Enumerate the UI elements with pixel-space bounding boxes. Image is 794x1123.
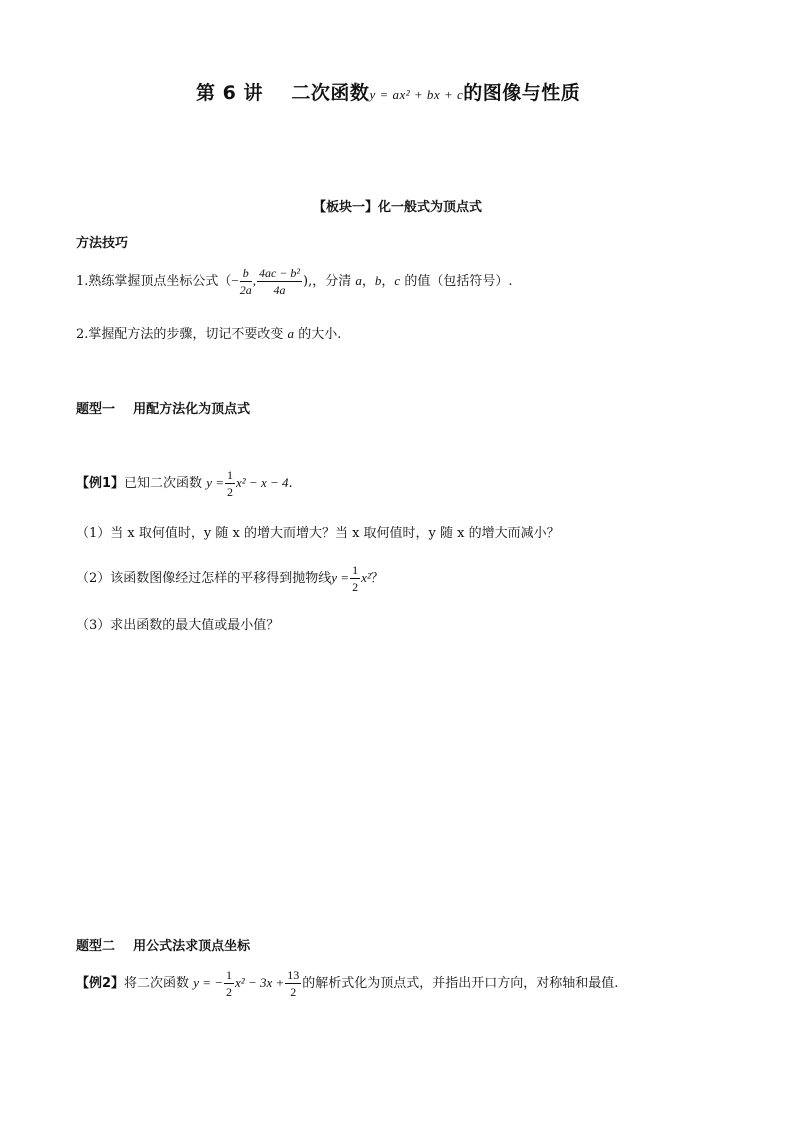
question-1: （1）当 x 取何值时，y 随 x 的增大而增大？当 x 取何值时，y 随 x 的增大而减小？ [76, 526, 560, 541]
fraction-thirteen-halves: $\frac{13}{2}$ [287, 968, 300, 999]
example-2-label: 【例2】 [76, 976, 125, 991]
minus-sign: − [231, 273, 239, 288]
title-formula: y = ax² + bx + c [369, 87, 464, 102]
question-3: （3）求出函数的最大值或最小值？ [76, 618, 280, 633]
method-heading: 方法技巧 [76, 236, 129, 251]
fraction-4ac-minus-b2-over-4a: $\frac{\text{4ac − b²}}{4a}$ [259, 266, 301, 297]
fraction-b-over-2a: $\frac{b}{2a}$ [239, 266, 252, 297]
lecture-number: 第 6 讲 [196, 82, 263, 104]
fraction-one-half: $\frac{1}{2}$ [226, 968, 233, 999]
example-2: 【例2】将二次函数 y = − $\frac{1}{2}$ x² − 3x + $\frac{13}{2}$ 的解析式化为顶点式，并指出开口方向，对称轴和最值. [76, 968, 619, 999]
module-heading: 【板块一】化一般式为顶点式 [313, 200, 483, 215]
title-topic: 二次函数 [291, 82, 370, 104]
example-1-label: 【例1】 [76, 476, 125, 491]
item1-prefix: 1.熟练掌握顶点坐标公式（ [76, 274, 232, 289]
example-1: 【例1】已知二次函数 y = $\frac{1}{2}$ x² − x − 4. [76, 468, 293, 499]
item1-suffix: ),，分清 [303, 274, 352, 289]
fraction-one-half: $\frac{1}{2}$ [352, 563, 359, 594]
method-item-2: 2.掌握配方法的步骤，切记不要改变 a 的大小. [76, 326, 342, 342]
type1-heading: 题型一 用配方法化为顶点式 [76, 402, 251, 417]
question-2: （2）该函数图像经过怎样的平移得到抛物线y = $\frac{1}{2}$ x²？ [76, 563, 384, 594]
type2-heading: 题型二 用公式法求顶点坐标 [76, 939, 251, 954]
method-item-1: 1.熟练掌握顶点坐标公式（− $\frac{b}{2a}$ , $\frac{\text{4ac − b²}}{4a}$ ),，分清 a，b，c 的值（包括符号）. [76, 266, 513, 297]
title-suffix: 的图像与性质 [463, 82, 581, 104]
fraction-one-half: $\frac{1}{2}$ [227, 468, 233, 499]
page-title [196, 78, 580, 105]
item1-suffix2: 的值（包括符号）. [404, 274, 513, 289]
